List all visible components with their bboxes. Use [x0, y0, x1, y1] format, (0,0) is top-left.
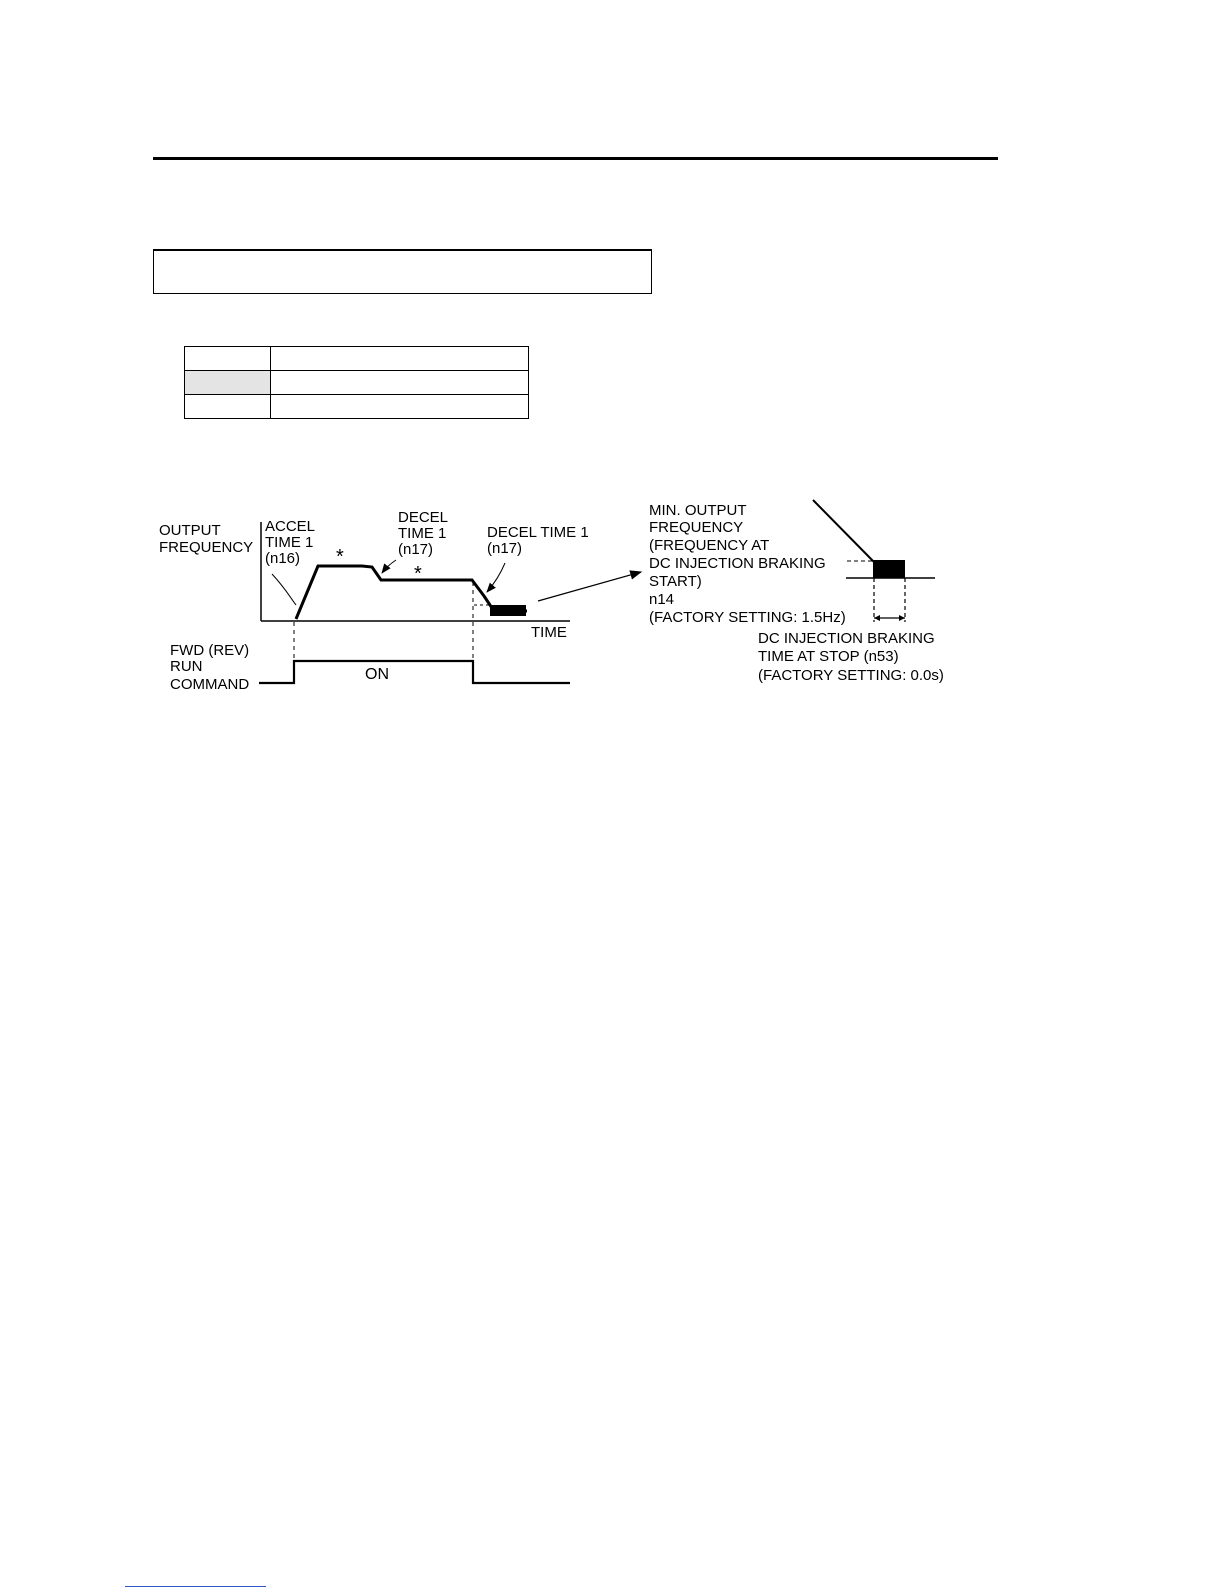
- accel-label: (n16): [265, 550, 301, 567]
- accel-label: ACCEL: [265, 518, 316, 535]
- run-command-label: RUN: [170, 658, 203, 675]
- asterisk-2: *: [414, 563, 422, 585]
- y-axis-label: FREQUENCY: [159, 539, 254, 556]
- dc-brake-block: [490, 605, 526, 616]
- run-command-signal: [259, 661, 570, 683]
- decel-label-2: (n17): [487, 540, 523, 557]
- run-command-label: FWD (REV): [170, 642, 250, 659]
- min-freq-label: START): [649, 573, 702, 590]
- dc-brake-label: TIME AT STOP (n53): [758, 648, 899, 665]
- zoom-brake-block: [873, 560, 905, 578]
- decel-label-1: DECEL: [398, 509, 449, 526]
- decel-label-1: (n17): [398, 541, 434, 558]
- accel-label: TIME 1: [265, 534, 314, 551]
- y-axis-label: OUTPUT: [159, 522, 221, 539]
- decel-label-2: DECEL TIME 1: [487, 524, 589, 541]
- min-freq-label: FREQUENCY: [649, 519, 744, 536]
- decel-label-1: TIME 1: [398, 525, 447, 542]
- accel-pointer: [272, 574, 296, 605]
- x-axis-label: TIME: [531, 624, 567, 641]
- decel-pointer-1: [382, 560, 396, 573]
- min-freq-label: MIN. OUTPUT: [649, 502, 747, 519]
- run-command-label: COMMAND: [170, 676, 250, 693]
- zoom-arrow: [538, 572, 641, 601]
- dc-brake-label: (FACTORY SETTING: 0.0s): [758, 667, 944, 684]
- min-freq-label: DC INJECTION BRAKING: [649, 555, 826, 572]
- decel-pointer-2: [487, 563, 505, 592]
- min-freq-label: n14: [649, 591, 675, 608]
- min-freq-label: (FREQUENCY AT: [649, 537, 770, 554]
- min-freq-label: (FACTORY SETTING: 1.5Hz): [649, 609, 846, 626]
- asterisk-1: *: [336, 546, 344, 568]
- dc-brake-label: DC INJECTION BRAKING: [758, 630, 935, 647]
- on-label: ON: [365, 666, 389, 683]
- zoom-curve: [813, 500, 874, 562]
